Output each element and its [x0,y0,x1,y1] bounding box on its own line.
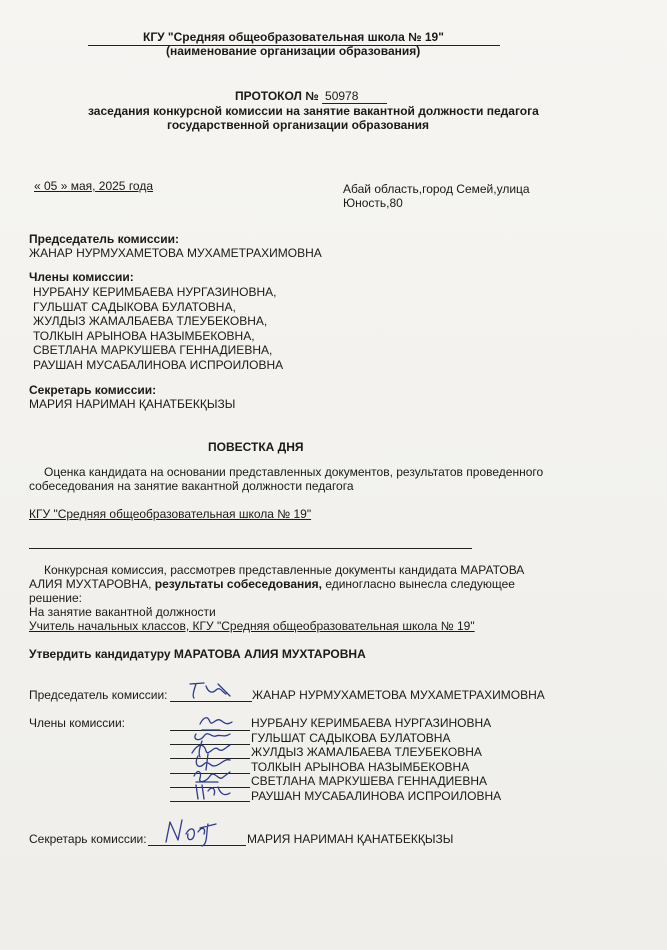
secretary-signature-icon [160,814,220,848]
org-caption: (наименование организации образования) [166,44,421,58]
agenda-org: КГУ "Средняя общеобразовательная школа № 19" [29,507,312,521]
member-item: СВЕТЛАНА МАРКУШЕВА ГЕННАДИЕВНА, [33,343,273,358]
protocol-title-prefix: ПРОТОКОЛ № [235,89,319,103]
agenda-heading: ПОВЕСТКА ДНЯ [208,440,304,454]
chairman-name: ЖАНАР НУРМУХАМЕТОВА МУХАМЕТРАХИМОВНА [29,246,322,260]
members-heading: Члены комиссии: [29,270,134,284]
member-signature-6-icon [188,781,234,801]
protocol-title [235,89,387,104]
location-line-1: Абай область,город Семей,улица [343,182,530,196]
sig-members-label: Члены комиссии: [29,716,126,730]
sig-secretary-name: МАРИЯ НАРИМАН ҚАНАТБЕКҚЫЗЫ [247,832,454,846]
decision-line-4: На занятие вакантной должности [29,605,216,619]
sig-member-name: НУРБАНУ КЕРИМБАЕВА НУРГАЗИНОВНА [251,716,492,730]
decision-approve: Утвердить кандидатуру МАРАТОВА АЛИЯ МУХТАРОВНА [29,647,366,661]
decision-interview-results: результаты собеседования, [154,577,322,591]
decision-unanimous: единогласно вынесла следующее [321,577,515,591]
protocol-date: « 05 » мая, 2025 года [34,179,154,193]
sig-members-names [251,716,501,804]
org-name: КГУ "Средняя общеобразовательная школа № 19" [143,30,444,44]
sig-chairman-label: Председатель комиссии: [29,688,168,702]
decision-line-3: решение: [29,591,82,605]
decision-line-2 [29,577,515,592]
sig-member-name: РАУШАН МУСАБАЛИНОВА ИСПРОИЛОВНА [251,788,502,803]
member-item: НУРБАНУ КЕРИМБАЕВА НУРГАЗИНОВНА, [33,285,277,299]
chairman-signature-icon [186,678,236,702]
protocol-subtitle-2: государственной организации образования [167,118,429,132]
member-item: ГУЛЬШАТ САДЫКОВА БУЛАТОВНА, [33,299,236,314]
protocol-subtitle-1: заседания конкурсной комиссии на занятие вакантной должности педагога [88,104,539,118]
chairman-heading: Председатель комиссии: [29,232,179,246]
agenda-line-2: собеседования на занятие вакантной должности педагога [29,479,354,493]
decision-candidate: АЛИЯ МУХТАРОВНА, [29,577,155,591]
sig-member-line [170,801,250,802]
member-item: ТОЛКЫН АРЫНОВА НАЗЫМБЕКОВНА, [33,328,255,343]
sig-secretary-label: Секретарь комиссии: [29,832,147,846]
sig-member-name: ТОЛКЫН АРЫНОВА НАЗЫМБЕКОВНА [251,759,470,774]
agenda-line-1: Оценка кандидата на основании представленных документов, результатов проведенного [44,465,544,479]
member-item: ЖУЛДЫЗ ЖАМАЛБАЕВА ТЛЕУБЕКОВНА, [33,314,268,329]
secretary-name: МАРИЯ НАРИМАН ҚАНАТБЕКҚЫЗЫ [29,397,236,411]
member-item: РАУШАН МУСАБАЛИНОВА ИСПРОИЛОВНА [33,357,284,372]
protocol-number: 50978 [322,90,387,104]
agenda-blank-line [29,548,472,549]
sig-member-name: ЖУЛДЫЗ ЖАМАЛБАЕВА ТЛЕУБЕКОВНА [251,745,482,760]
sig-chairman-name: ЖАНАР НУРМУХАМЕТОВА МУХАМЕТРАХИМОВНА [252,688,545,702]
secretary-heading: Секретарь комиссии: [29,383,157,397]
location-line-2: Юность,80 [343,196,403,210]
members-list [33,285,283,373]
sig-member-name: ГУЛЬШАТ САДЫКОВА БУЛАТОВНА [251,730,451,745]
decision-line-1: Конкурсная комиссия, рассмотрев представленные документы кандидата МАРАТОВА [44,563,525,577]
decision-position: Учитель начальных классов, КГУ "Средняя общеобразовательная школа № 19" [29,619,475,633]
sig-member-name: СВЕТЛАНА МАРКУШЕВА ГЕННАДИЕВНА [251,774,487,789]
